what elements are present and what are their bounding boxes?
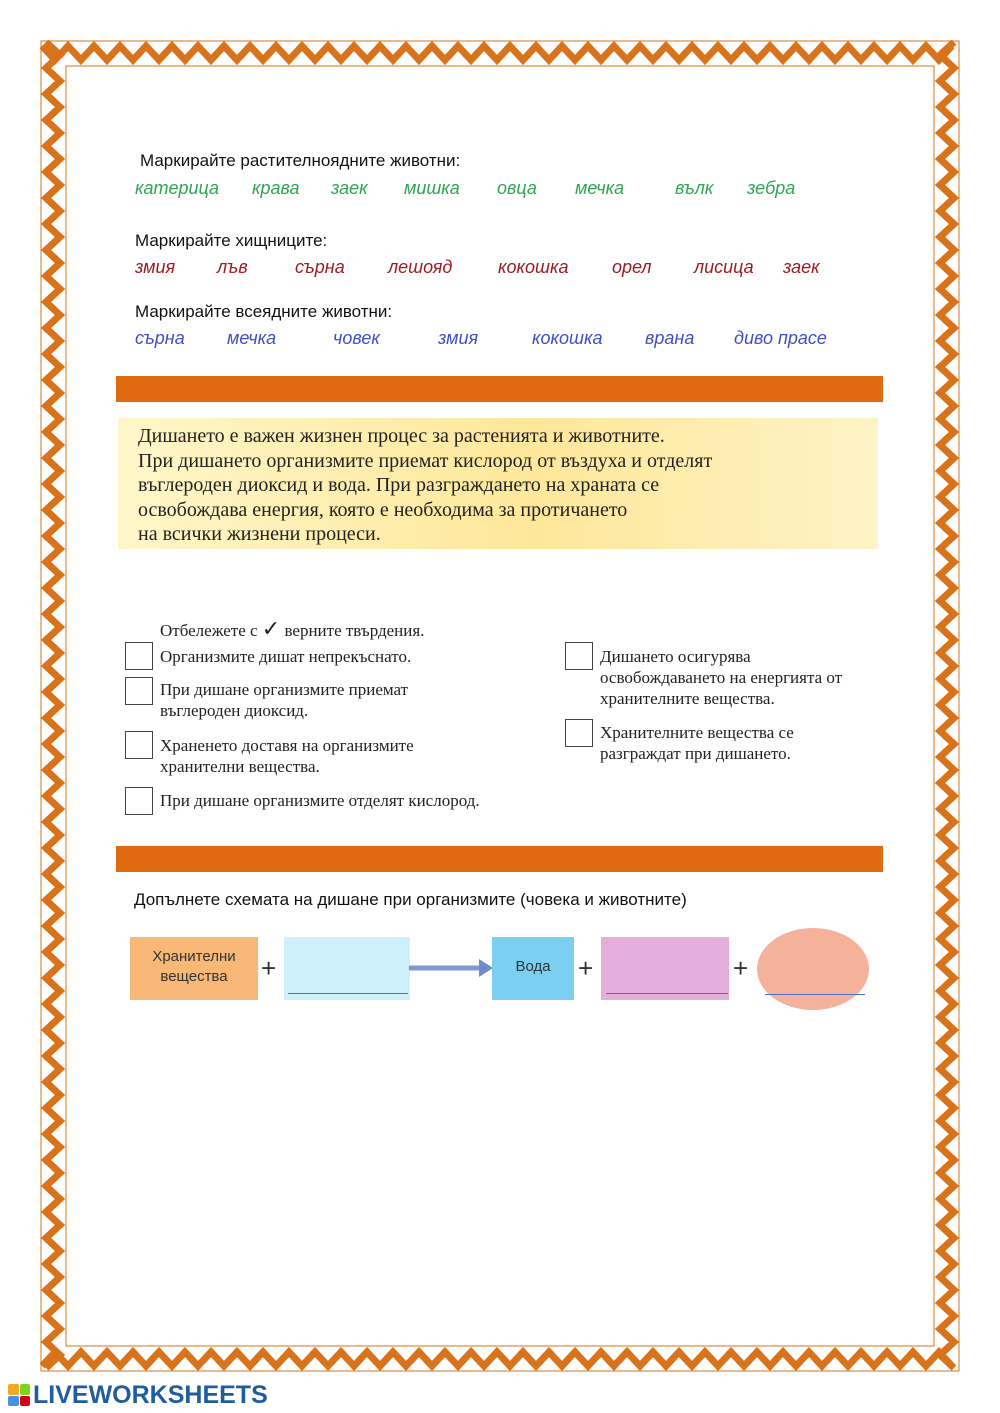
word-option[interactable]: змия — [438, 328, 479, 348]
answer-input-3[interactable] — [765, 970, 865, 995]
zigzag-edge — [42, 46, 952, 60]
word-option[interactable]: лешояд — [388, 257, 453, 277]
statement-text: При дишане организмите отделят кислород. — [160, 791, 480, 810]
word-option[interactable]: овца — [497, 178, 537, 198]
info-line: Дишането е важен жизнен процес за растенията и животните. — [138, 425, 665, 447]
plus-sign: + — [733, 953, 749, 983]
plus-sign: + — [578, 953, 594, 983]
arrow-right-icon — [409, 956, 493, 980]
word-option[interactable]: мечка — [575, 178, 625, 198]
checklist-title-start: Отбележете с — [160, 621, 258, 640]
word-option[interactable]: заек — [331, 178, 368, 198]
checklist-title-end: верните твърдения. — [284, 621, 425, 640]
statement-checkbox[interactable] — [565, 642, 593, 670]
statement-checkbox[interactable] — [125, 677, 153, 705]
word-option[interactable]: кокошка — [498, 257, 569, 277]
food-box-label: Хранителни вещества — [152, 948, 236, 985]
word-option[interactable]: лисица — [694, 257, 754, 277]
liveworksheets-logo — [8, 1382, 268, 1408]
statement-checkbox[interactable] — [565, 719, 593, 747]
answer-input-2[interactable] — [606, 969, 728, 994]
word-option[interactable]: диво прасе — [734, 328, 827, 348]
omnivores-heading: Маркирайте всеядните животни: — [135, 302, 393, 321]
word-option[interactable]: крава — [252, 178, 300, 198]
logo-text: LIVEWORKSHEETS — [33, 1380, 268, 1409]
answer-input-1[interactable] — [288, 969, 408, 994]
food-box — [130, 937, 258, 1000]
word-option[interactable]: заек — [783, 257, 820, 277]
info-line: При дишането организмите приемат кислород от въздуха и отделят — [138, 449, 713, 472]
statement-text: Храненето доставя на организмите хранителни вещества. — [160, 736, 414, 776]
predators-heading: Маркирайте хищниците: — [135, 231, 328, 250]
word-option[interactable]: кокошка — [532, 328, 603, 348]
word-option[interactable]: орел — [612, 257, 652, 277]
statement-text: При дишане организмите приемат въглероден диоксид. — [160, 680, 409, 720]
blank-box-2 — [601, 937, 729, 1000]
section-divider — [116, 846, 883, 872]
info-box — [118, 418, 878, 549]
water-box — [492, 937, 574, 1000]
info-line: освобождава енергия, която е необходима за протичането — [138, 498, 628, 521]
word-option[interactable]: мечка — [227, 328, 277, 348]
statement-checkbox[interactable] — [125, 642, 153, 670]
word-option[interactable]: змия — [135, 257, 176, 277]
checkmark-icon: ✓ — [261, 616, 281, 641]
word-option[interactable]: катерица — [135, 178, 220, 198]
info-text — [138, 424, 858, 547]
logo-blocks-icon — [8, 1384, 30, 1406]
statement-checkbox[interactable] — [125, 731, 153, 759]
word-option[interactable]: човек — [333, 328, 380, 348]
section-divider — [116, 376, 883, 402]
word-option[interactable]: мишка — [404, 178, 460, 198]
zigzag-edge — [46, 42, 60, 1368]
word-option[interactable]: зебра — [747, 178, 796, 198]
word-option[interactable]: сърна — [135, 328, 185, 348]
water-box-label: Вода — [515, 958, 551, 975]
blank-box-1 — [284, 937, 410, 1000]
scheme-title: Допълнете схемата на дишане при организмите (човека и животните) — [134, 890, 687, 909]
word-option[interactable]: вълк — [675, 178, 714, 198]
word-option[interactable]: лъв — [217, 257, 248, 277]
statement-checkbox[interactable] — [125, 787, 153, 815]
zigzag-edge — [940, 42, 954, 1368]
info-line: на всички жизнени процеси. — [138, 523, 381, 545]
blank-ellipse — [757, 928, 869, 1010]
checklist-title — [160, 616, 424, 642]
word-option[interactable]: сърна — [295, 257, 345, 277]
word-option[interactable]: врана — [645, 328, 695, 348]
statement-text: Организмите дишат непрекъснато. — [160, 647, 412, 666]
plus-sign: + — [261, 953, 277, 983]
statement-text: Хранителните вещества се разграждат при дишането. — [600, 723, 794, 763]
info-line: въглероден диоксид и вода. При разграждането на храната се — [138, 474, 660, 496]
zigzag-edge — [42, 1352, 952, 1366]
herbivores-heading: Маркирайте растителноядните животни: — [140, 151, 461, 170]
statement-text: Дишането осигурява освобождаването на енергията от хранителните вещества. — [600, 647, 843, 708]
